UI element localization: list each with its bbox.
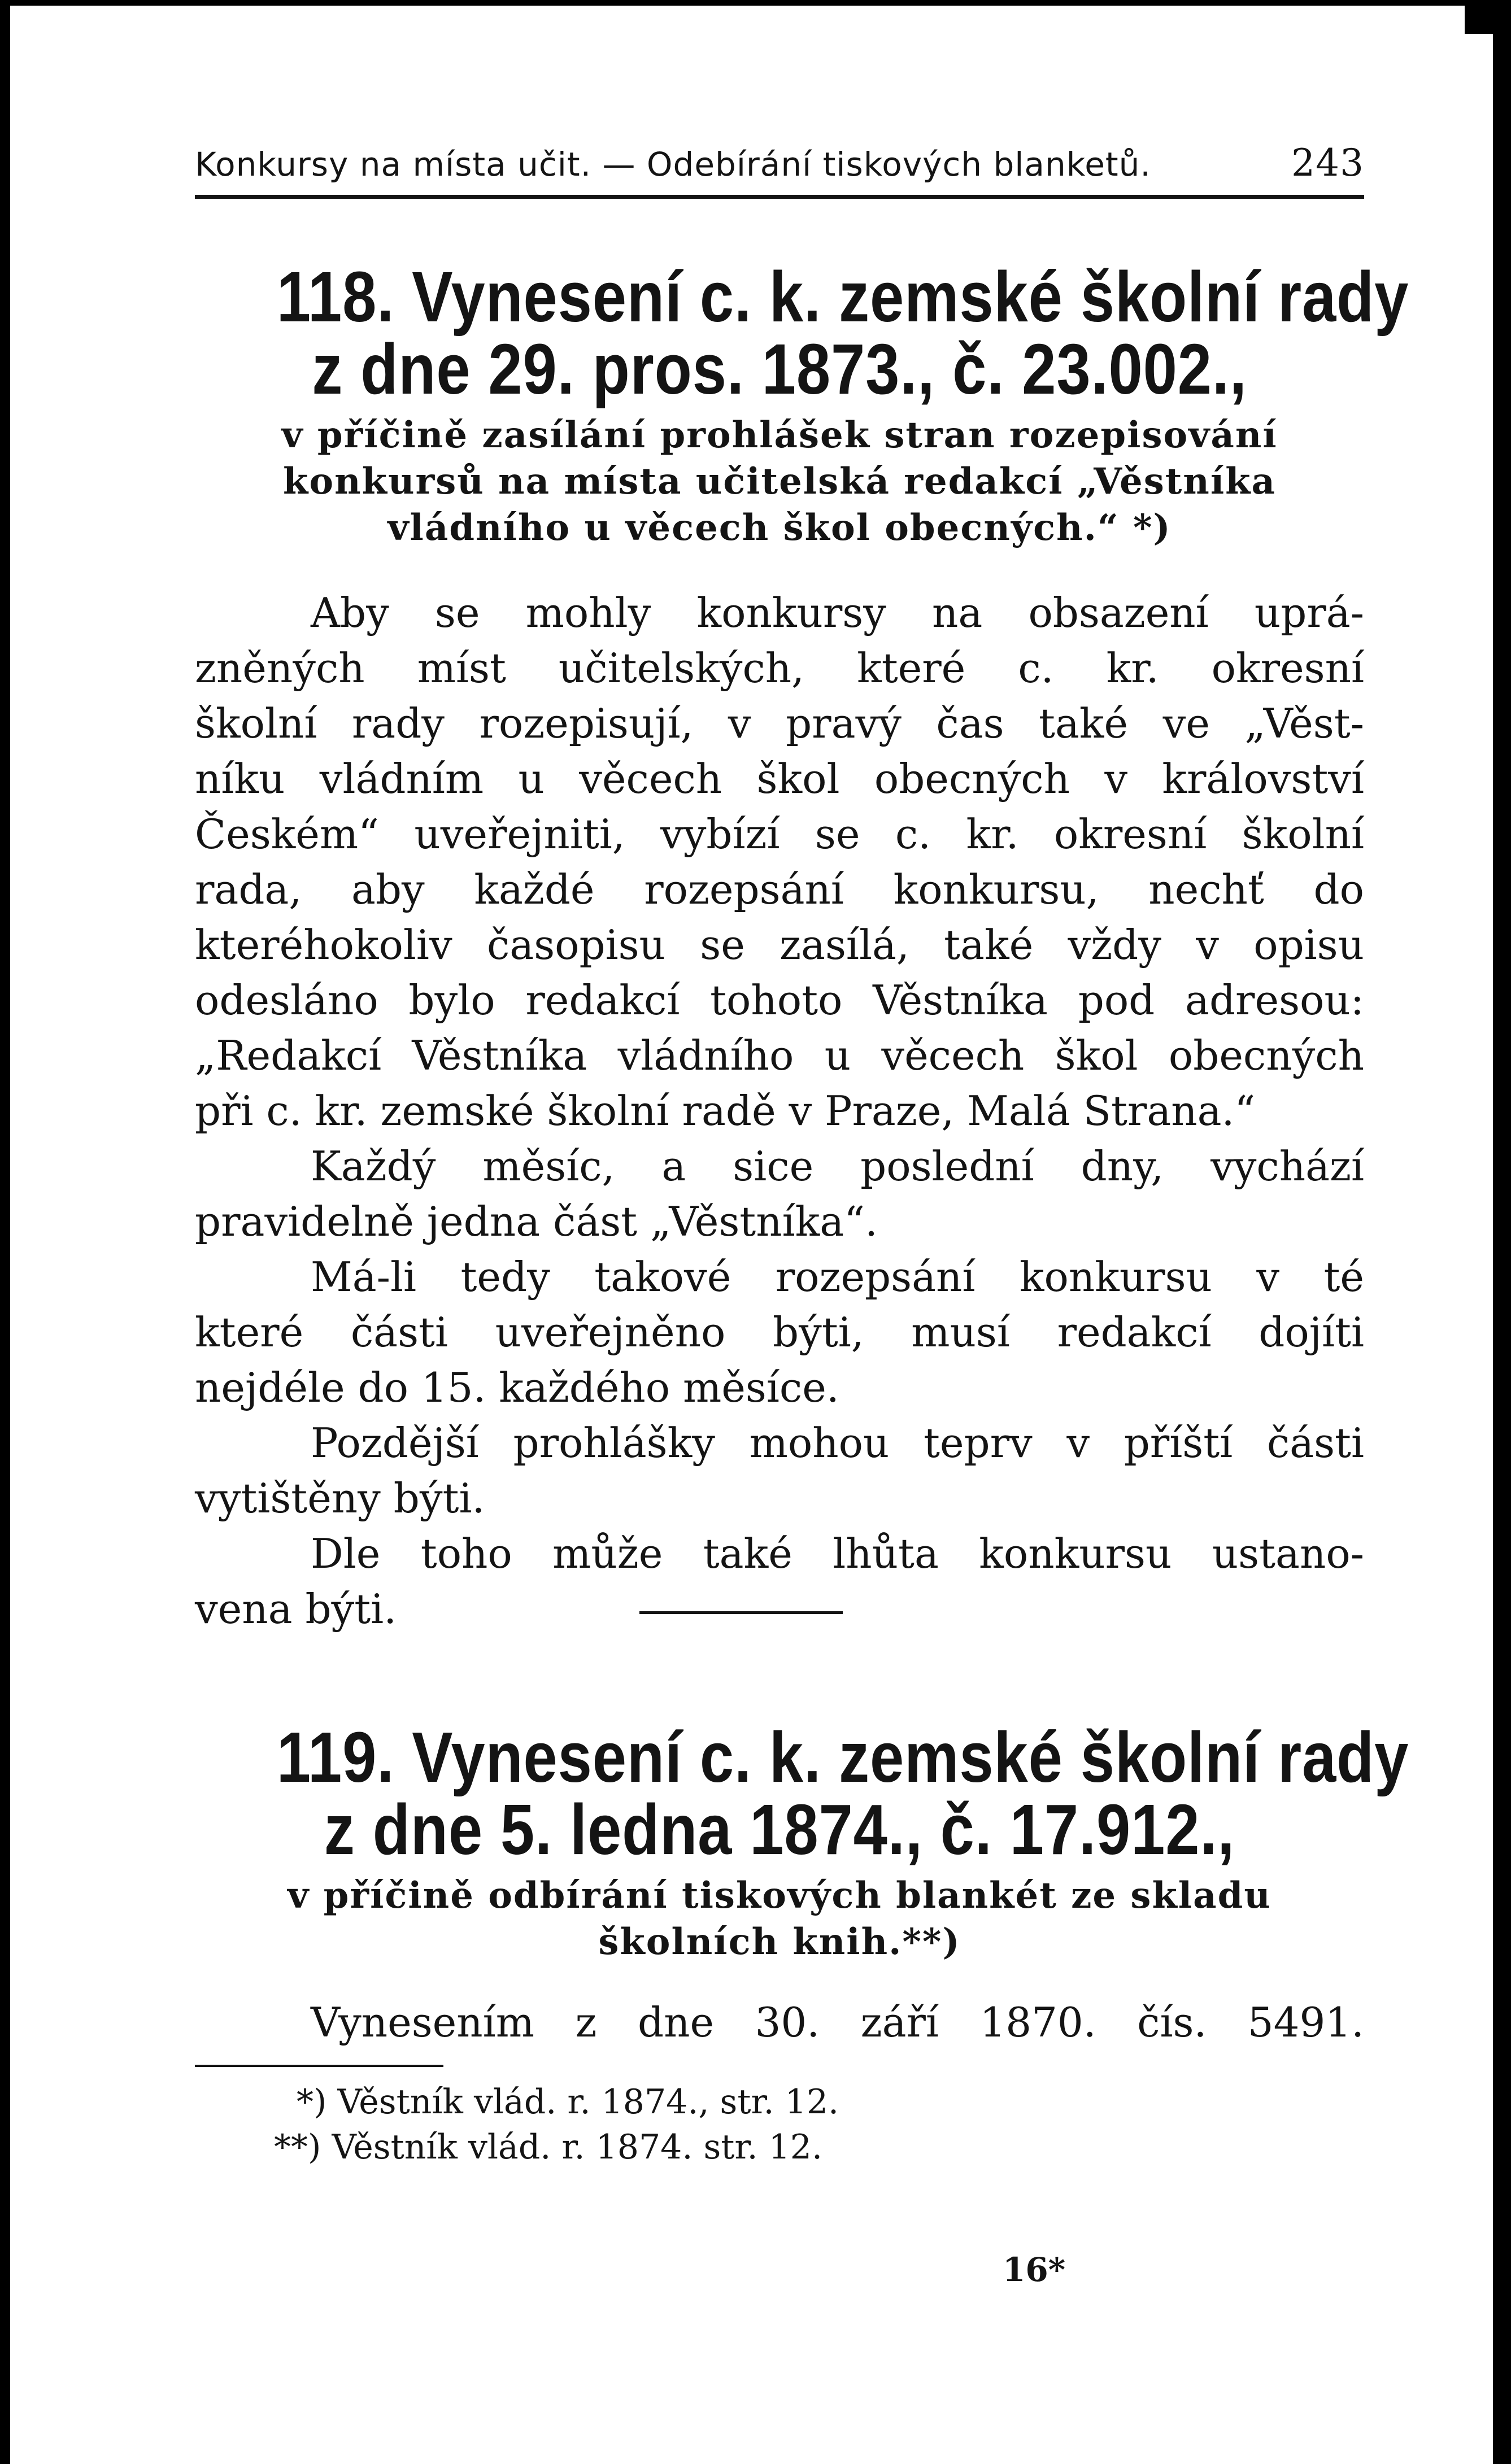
paragraph-line: Každý měsíc, a sice poslední dny, vychází <box>311 1142 1364 1190</box>
paragraph-line: Aby se mohly konkursy na obsazení uprá- <box>311 589 1364 636</box>
scan-border-right <box>1493 0 1511 2464</box>
paragraph-line: rada, aby každé rozepsání konkursu, nechť do <box>195 866 1364 913</box>
paragraph-line: kteréhokoliv časopisu se zasílá, také vždy v opisu <box>195 921 1364 969</box>
paragraph-line: při c. kr. zemské školní radě v Praze, Malá Strana.“ <box>195 1087 1256 1135</box>
section-119-title-line-2: z dne 5. ledna 1874., č. 17.912., <box>324 1790 1235 1869</box>
paragraph-line: vytištěny býti. <box>195 1475 485 1522</box>
section-119-intro: Vynesením z dne 30. září 1870. čís. 5491. <box>311 1999 1364 2046</box>
section-118-subtitle <box>195 412 1364 551</box>
section-119-subtitle-line: školních knih.**) <box>598 1921 961 1963</box>
section-118-body <box>195 585 1364 1637</box>
section-118-title-line-2: z dne 29. pros. 1873., č. 23.002., <box>312 329 1247 409</box>
section-118-subtitle-line: vládního u věcech škol obecných.“ *) <box>387 507 1172 549</box>
paragraph-last-words: vena býti. <box>195 1585 397 1633</box>
section-118-subtitle-line: konkursů na místa učitelská redakcí „Věstníka <box>283 460 1276 503</box>
running-title: Konkursy na místa učit. — Odebírání tiskových blanketů. <box>195 145 1151 184</box>
paragraph-line: Pozdější prohlášky mohou teprv v příští části <box>311 1419 1364 1467</box>
paragraph-line: nejdéle do 15. každého měsíce. <box>195 1364 839 1411</box>
section-118-title-line-1: 118. Vynesení c. k. zemské školní rady <box>276 257 1409 337</box>
section-118 <box>195 257 1409 1637</box>
paragraph-line: níku vládním u věcech škol obecných v království <box>195 755 1364 803</box>
footnote-2: **) Věstník vlád. r. 1874. str. 12. <box>274 2127 823 2167</box>
section-119-title-line-1: 119. Vynesení c. k. zemské školní rady <box>276 1717 1409 1797</box>
page <box>195 141 1409 2170</box>
paragraph-line: zněných míst učitelských, které c. kr. okresní <box>195 644 1364 692</box>
footnote-rule <box>195 2065 443 2067</box>
paragraph-line: Má-li tedy takové rozepsání konkursu v té <box>311 1253 1364 1301</box>
scan-border-top <box>0 0 1511 6</box>
paragraph-line: Českém“ uveřejniti, vybízí se c. kr. okresní školní <box>195 810 1364 858</box>
section-119-subtitle <box>195 1873 1364 1965</box>
paragraph-line: „Redakcí Věstníka vládního u věcech škol obecných <box>195 1032 1364 1079</box>
section-divider-rule <box>639 1611 843 1614</box>
scan-corner-mark <box>1465 0 1493 34</box>
paragraph-line: pravidelně jedna část „Věstníka“. <box>195 1198 878 1245</box>
paragraph-line <box>195 1581 1364 1637</box>
paragraph-line: které části uveřejněno býti, musí redakcí dojíti <box>195 1309 1364 1356</box>
paragraph-line: školní rady rozepisují, v pravý čas také ve „Věst- <box>195 700 1364 747</box>
section-118-subtitle-line: v příčině zasílání prohlášek stran rozepisování <box>281 414 1278 456</box>
scan-border-left <box>0 0 10 2464</box>
running-head <box>195 141 1364 199</box>
section-119-subtitle-line: v příčině odbírání tiskových blankét ze skladu <box>288 1874 1271 1917</box>
paragraph-line: odesláno bylo redakcí tohoto Věstníka pod adresou: <box>195 976 1364 1024</box>
paragraph-line: Dle toho může také lhůta konkursu ustano- <box>311 1530 1364 1577</box>
footnote-1: *) Věstník vlád. r. 1874., str. 12. <box>297 2082 839 2122</box>
signature-mark: 16* <box>1003 2251 1066 2289</box>
page-number: 243 <box>1291 141 1364 185</box>
footnotes <box>195 2079 1364 2170</box>
section-119 <box>195 1717 1409 2170</box>
